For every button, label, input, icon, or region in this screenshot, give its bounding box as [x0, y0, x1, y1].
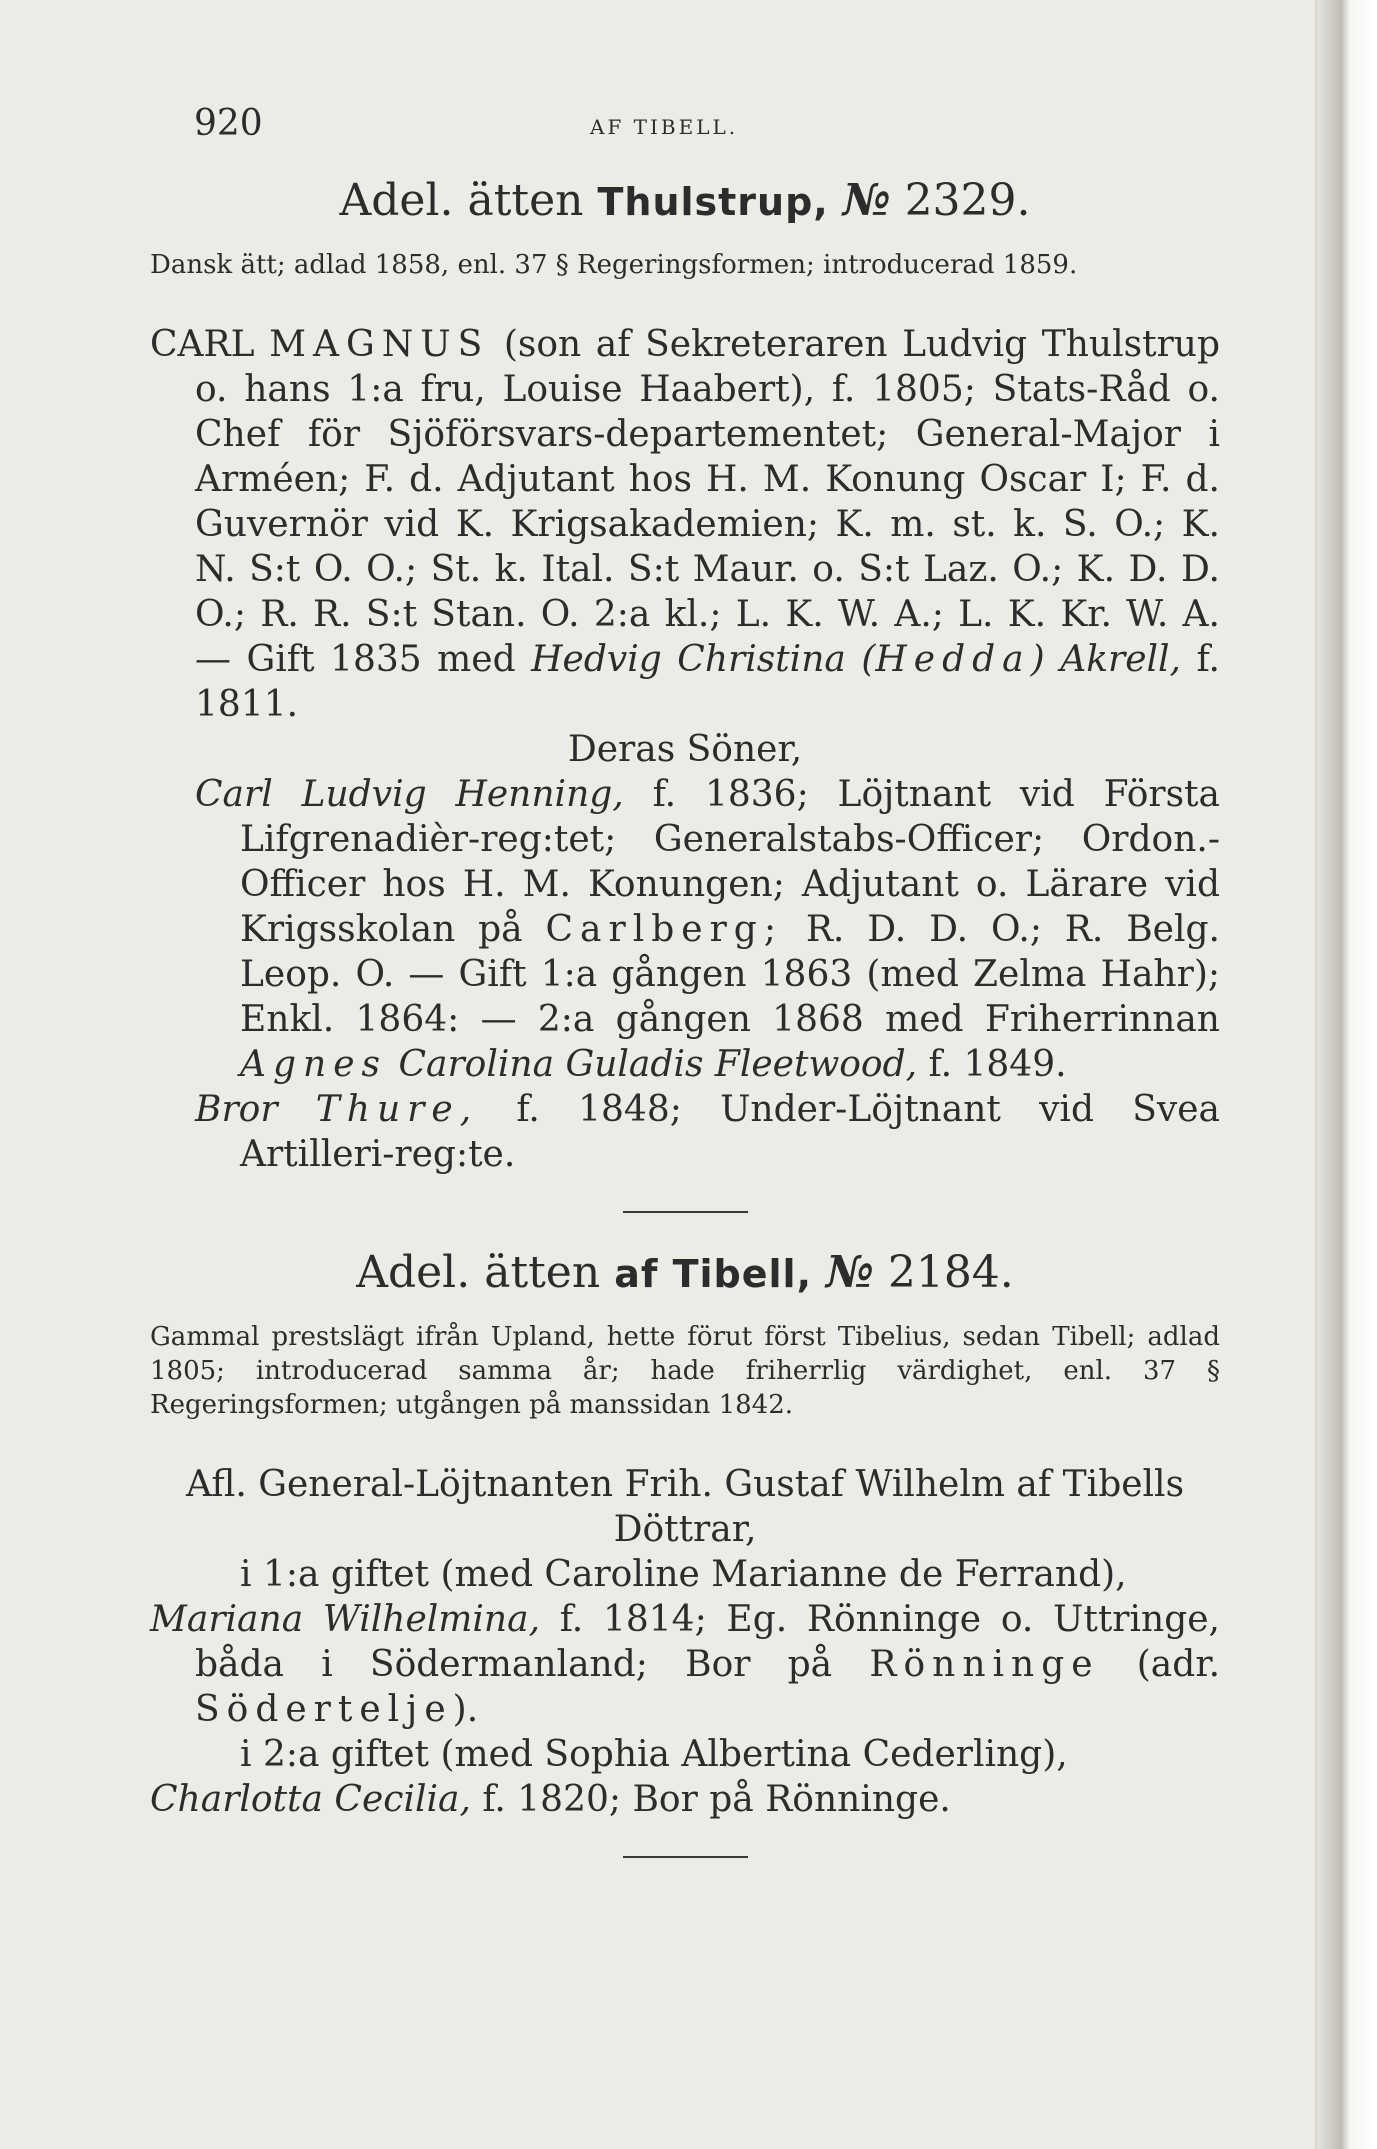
daughter-name: Mariana Wilhelmina, — [150, 1599, 541, 1640]
entry-son-thure — [195, 1087, 1220, 1177]
entry-given-name: MAGNUS — [269, 324, 490, 365]
daughter-text: f. 1814; Eg. Rönninge o. Uttringe, båda i Södermanland; Bor på — [195, 1599, 1220, 1685]
running-title: AF TIBELL. — [590, 115, 739, 139]
family-description: Gammal prestslägt ifrån Upland, hette förut först Tibelius, sedan Tibell; adlad 1805; introducerad samma år; hade friherrlig värdighet, enl. 37 § Regeringsformen; utgången på manssidan 1842. — [150, 1322, 1220, 1420]
entry-son-henning — [195, 772, 1220, 1087]
daughter-text: f. 1820; Bor på Rönninge. — [482, 1779, 951, 1820]
entry-daughter-mariana — [150, 1597, 1220, 1732]
family-name: Thulstrup, — [597, 180, 829, 224]
section-heading-tibell — [150, 1247, 1220, 1298]
son-text-continued: R. D. D. O.; R. Belg. Leop. O. — Gift 1:a gången 1863 (med Zelma Hahr); Enkl. 1864: — 2:a gången 1868 med Friherrinnan — [240, 909, 1220, 1040]
section-divider — [623, 1856, 748, 1858]
son-given-name: Thure, — [315, 1089, 479, 1130]
place-name: Carlberg; — [545, 909, 783, 950]
son-wife-birth: f. 1849. — [928, 1044, 1067, 1085]
family-number: 2329. — [904, 175, 1031, 226]
wife-surname: ) Akrell, — [1030, 639, 1181, 680]
entry-carl-magnus — [150, 322, 1220, 727]
family-description: Dansk ätt; adlad 1858, enl. 37 § Regeringsformen; introducerad 1859. — [150, 250, 1078, 280]
address-label: (adr. — [1136, 1644, 1221, 1685]
daughters-heading: Afl. General-Löjtnanten Frih. Gustaf Wilhelm af Tibells Döttrar, — [185, 1464, 1185, 1550]
page-content — [150, 95, 1220, 1892]
daughter-name: Charlotta Cecilia, — [150, 1779, 471, 1820]
son-name: Bror — [195, 1089, 278, 1130]
son-text: f. 1848; Under-Löjtnant vid Svea Artilleri-reg:te. — [240, 1089, 1220, 1175]
address-place: Södertelje — [195, 1689, 453, 1730]
family-number: 2184. — [887, 1247, 1014, 1298]
sons-heading: Deras Söner, — [567, 729, 803, 770]
son-wife-first-name: Agnes — [240, 1044, 388, 1085]
section-divider — [623, 1211, 748, 1213]
heading-prefix: Adel. ätten — [339, 175, 584, 226]
son-text: f. 1836; Löjtnant vid Första Lifgrenadièr-reg:tet; Generalstabs-Officer; Ordon.-Officer hos H. M. Konungen; Adjutant o. Lärare vid Krigsskolan på — [240, 774, 1220, 950]
number-sign: № — [826, 1247, 874, 1298]
wife-name: Hedvig Christina ( — [531, 639, 876, 680]
page-number: 920 — [194, 103, 263, 144]
running-header — [150, 95, 1220, 155]
son-name: Carl Ludvig Henning, — [195, 774, 624, 815]
estate-name: Rönninge — [869, 1644, 1100, 1685]
entry-first-name: CARL — [150, 324, 255, 365]
heading-prefix: Adel. ätten — [356, 1247, 601, 1298]
son-wife-name: Carolina Guladis Fleetwood, — [398, 1044, 918, 1085]
address-close: ). — [452, 1689, 479, 1730]
second-marriage-label: i 2:a giftet (med Sophia Albertina Cederling), — [240, 1734, 1068, 1775]
entry-daughter-charlotta — [150, 1777, 1220, 1822]
section-heading-thulstrup — [150, 175, 1220, 226]
first-marriage-label: i 1:a giftet (med Caroline Marianne de Ferrand), — [240, 1554, 1127, 1595]
page-edge — [1317, 0, 1377, 2149]
family-name: af Tibell, — [614, 1252, 812, 1296]
entry-text: (son af Sekreteraren Ludvig Thulstrup o. hans 1:a fru, Louise Haabert), f. 1805; Stats-Råd o. Chef för Sjöförsvars-departementet; General-Major i Arméen; F. d. Adjutant hos H. M. Konung Oscar I; F. d. Guvernör vid K. Krigsakademien; K. m. st. k. S. O.; K. N. S:t O. O.; St. k. Ital. S:t Maur. o. S:t Laz. O.; K. D. D. O.; R. R. S:t Stan. O. 2:a kl.; L. K. W. A.; L. K. Kr. W. A. — Gift 1835 med — [195, 324, 1221, 680]
wife-nickname: Hedda — [875, 639, 1031, 680]
wife-birth: f. 1811. — [195, 639, 1220, 725]
number-sign: № — [842, 175, 891, 226]
